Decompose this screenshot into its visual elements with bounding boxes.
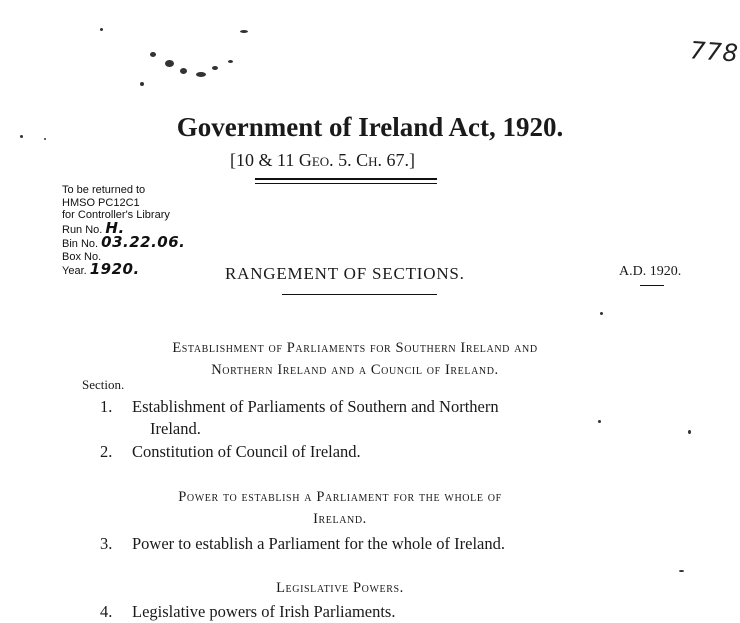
section-number: 2.	[100, 442, 113, 461]
title-rule-thin	[255, 183, 437, 184]
stamp-year-row	[62, 260, 185, 278]
section-item	[100, 533, 505, 555]
section-title-continued: Ireland.	[150, 419, 201, 438]
stamp-year-value: 1920.	[89, 260, 140, 278]
section-title: Establishment of Parliaments of Southern and Northern	[132, 397, 499, 416]
part-heading	[0, 486, 680, 530]
handwritten-corner-note: 778	[689, 36, 740, 68]
stamp-run-value: H.	[105, 218, 125, 237]
stamp-line: for Controller's Library	[62, 209, 170, 221]
part-heading-line: Northern Ireland and a Council of Ireland.	[211, 362, 499, 378]
act-citation: [10 & 11 Geo. 5. Ch. 67.]	[230, 150, 416, 170]
stamp-bin-label: Bin No.	[62, 238, 99, 250]
stamp-bin-row	[62, 233, 186, 251]
part-heading-line: Legislative Powers.	[276, 580, 404, 596]
section-item	[100, 396, 499, 440]
stamp-line: HMSO PC12C1	[62, 196, 140, 209]
act-title: Government of Ireland Act, 1920.	[176, 112, 564, 142]
part-heading-line: Power to establish a Parliament for the whole of	[178, 489, 502, 505]
arrangement-rule	[282, 294, 437, 295]
stamp-year-label: Year.	[62, 265, 87, 277]
ad-year-margin-note: A.D. 1920.	[619, 264, 682, 279]
section-title: Power to establish a Parliament for the whole of Ireland.	[132, 534, 505, 553]
section-number: 4.	[100, 602, 113, 621]
library-return-stamp	[62, 184, 185, 278]
section-number: 1.	[100, 397, 113, 416]
stamp-line: To be returned to	[62, 184, 146, 196]
section-title: Legislative powers of Irish Parliaments.	[132, 602, 396, 621]
section-number: 3.	[100, 534, 113, 553]
part-heading-line: Establishment of Parliaments for Southern Ireland and	[172, 340, 538, 356]
arrangement-heading: RANGEMENT OF SECTIONS.	[225, 264, 465, 283]
section-column-label: Section.	[82, 377, 125, 392]
stamp-bin-value: 03.22.06.	[101, 233, 186, 251]
stamp-run-label: Run No.	[62, 223, 103, 236]
part-heading	[15, 337, 695, 381]
title-rule-thick	[255, 178, 437, 180]
section-item	[100, 441, 361, 463]
ad-year-rule	[640, 285, 664, 286]
stamp-box-label: Box No.	[62, 250, 102, 263]
part-heading	[0, 577, 680, 599]
part-heading-line: Ireland.	[313, 511, 367, 527]
section-title: Constitution of Council of Ireland.	[132, 442, 361, 461]
